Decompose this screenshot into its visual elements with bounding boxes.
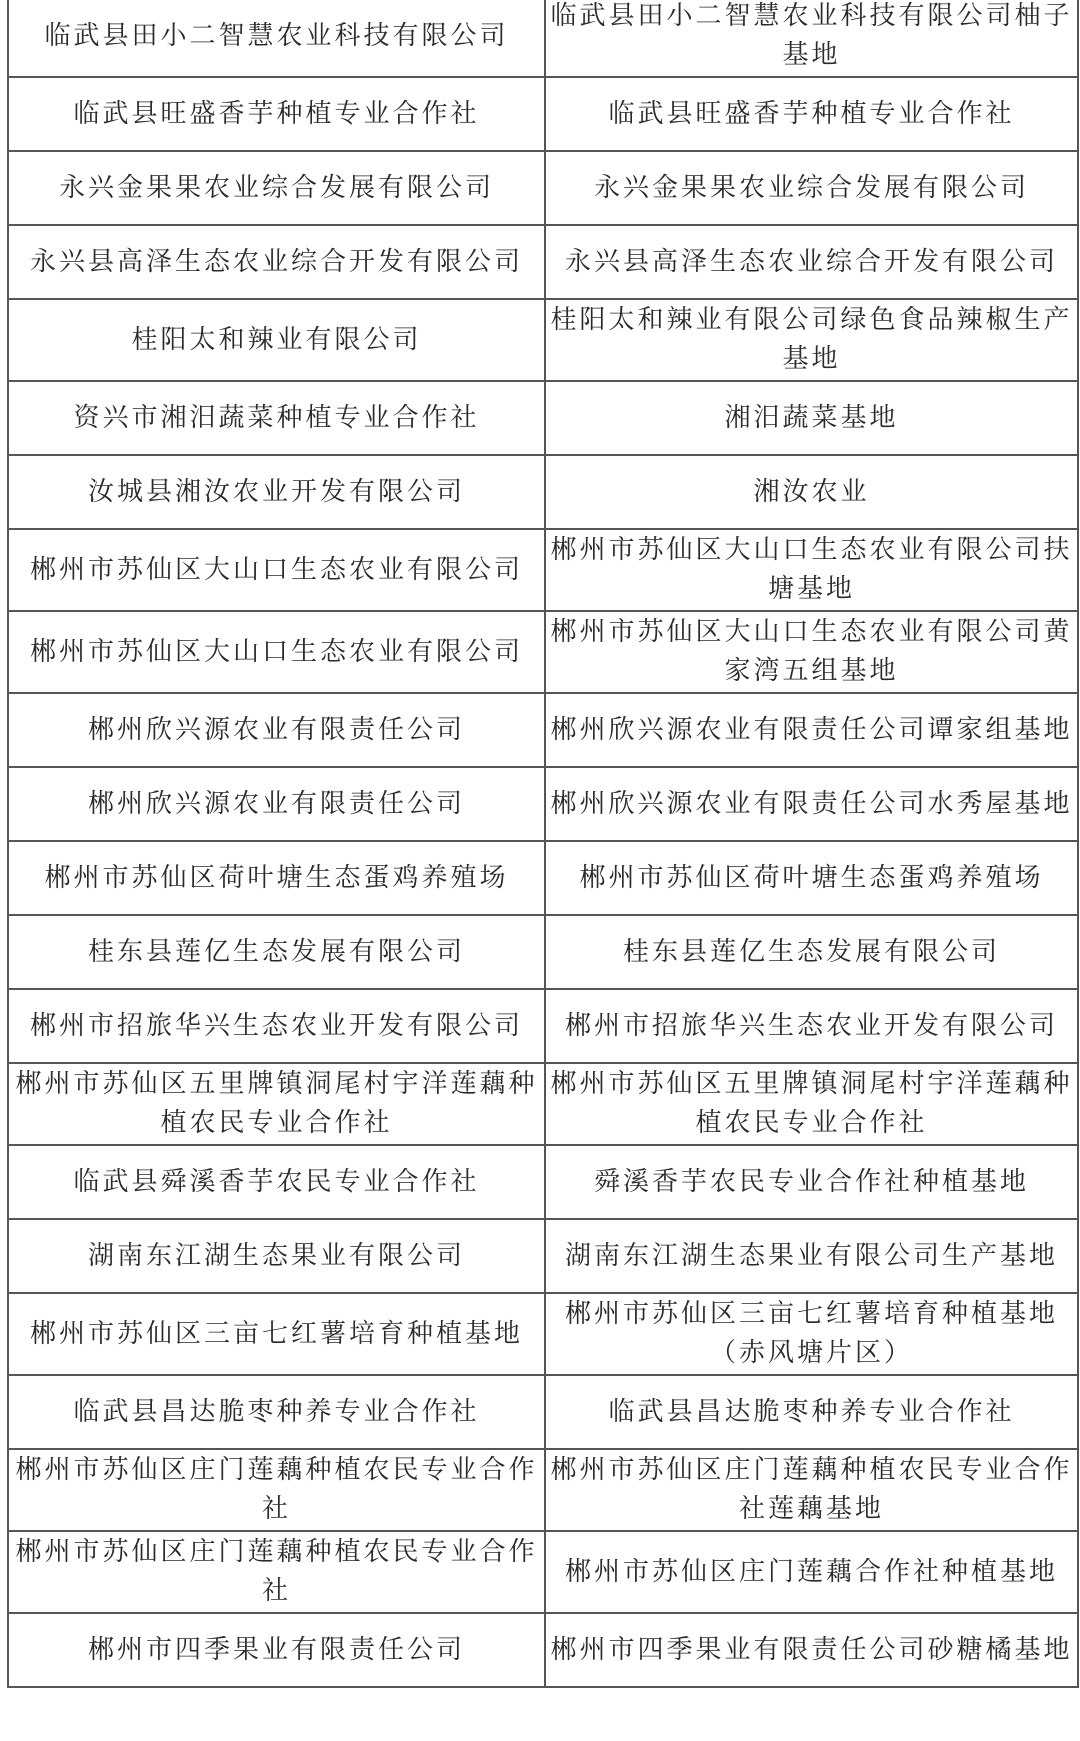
base-cell: 临武县昌达脆枣种养专业合作社 bbox=[545, 1375, 1078, 1449]
base-cell: 郴州欣兴源农业有限责任公司谭家组基地 bbox=[545, 693, 1078, 767]
base-cell: 永兴县高泽生态农业综合开发有限公司 bbox=[545, 225, 1078, 299]
enterprise-cell: 永兴金果果农业综合发展有限公司 bbox=[8, 151, 545, 225]
table-row bbox=[8, 1613, 1078, 1687]
enterprise-cell: 郴州欣兴源农业有限责任公司 bbox=[8, 767, 545, 841]
table-row bbox=[8, 1449, 1078, 1531]
enterprise-cell: 资兴市湘汨蔬菜种植专业合作社 bbox=[8, 381, 545, 455]
base-cell: 桂东县莲亿生态发展有限公司 bbox=[545, 915, 1078, 989]
enterprise-cell: 临武县舜溪香芋农民专业合作社 bbox=[8, 1145, 545, 1219]
table-row bbox=[8, 381, 1078, 455]
base-cell: 临武县旺盛香芋种植专业合作社 bbox=[545, 77, 1078, 151]
enterprise-cell: 郴州市苏仙区五里牌镇洞尾村宇洋莲藕种植农民专业合作社 bbox=[8, 1063, 545, 1145]
table-row bbox=[8, 151, 1078, 225]
base-cell: 郴州市苏仙区荷叶塘生态蛋鸡养殖场 bbox=[545, 841, 1078, 915]
table-row bbox=[8, 225, 1078, 299]
table-row bbox=[8, 455, 1078, 529]
table-row bbox=[8, 1293, 1078, 1375]
base-cell: 郴州市苏仙区庄门莲藕种植农民专业合作社莲藕基地 bbox=[545, 1449, 1078, 1531]
base-cell: 郴州市苏仙区三亩七红薯培育种植基地（赤风塘片区） bbox=[545, 1293, 1078, 1375]
table-row bbox=[8, 841, 1078, 915]
enterprise-cell: 湖南东江湖生态果业有限公司 bbox=[8, 1219, 545, 1293]
enterprise-cell: 临武县田小二智慧农业科技有限公司 bbox=[8, 0, 545, 77]
enterprise-cell: 郴州市苏仙区荷叶塘生态蛋鸡养殖场 bbox=[8, 841, 545, 915]
base-cell: 郴州市苏仙区五里牌镇洞尾村宇洋莲藕种植农民专业合作社 bbox=[545, 1063, 1078, 1145]
table-row bbox=[8, 1375, 1078, 1449]
base-cell: 郴州市苏仙区大山口生态农业有限公司黄家湾五组基地 bbox=[545, 611, 1078, 693]
base-cell: 郴州市苏仙区大山口生态农业有限公司扶塘基地 bbox=[545, 529, 1078, 611]
base-cell: 临武县田小二智慧农业科技有限公司柚子基地 bbox=[545, 0, 1078, 77]
table-row bbox=[8, 0, 1078, 77]
table-row bbox=[8, 1531, 1078, 1613]
base-cell: 舜溪香芋农民专业合作社种植基地 bbox=[545, 1145, 1078, 1219]
enterprise-cell: 郴州市苏仙区大山口生态农业有限公司 bbox=[8, 611, 545, 693]
enterprise-cell: 永兴县高泽生态农业综合开发有限公司 bbox=[8, 225, 545, 299]
base-cell: 湘汝农业 bbox=[545, 455, 1078, 529]
enterprise-cell: 郴州市苏仙区庄门莲藕种植农民专业合作社 bbox=[8, 1449, 545, 1531]
table-row bbox=[8, 989, 1078, 1063]
base-cell: 郴州欣兴源农业有限责任公司水秀屋基地 bbox=[545, 767, 1078, 841]
table-row bbox=[8, 1063, 1078, 1145]
table-row bbox=[8, 1219, 1078, 1293]
table-row bbox=[8, 529, 1078, 611]
enterprise-cell: 郴州市四季果业有限责任公司 bbox=[8, 1613, 545, 1687]
table-row bbox=[8, 299, 1078, 381]
base-cell: 湖南东江湖生态果业有限公司生产基地 bbox=[545, 1219, 1078, 1293]
enterprise-cell: 郴州市招旅华兴生态农业开发有限公司 bbox=[8, 989, 545, 1063]
enterprise-cell: 桂阳太和辣业有限公司 bbox=[8, 299, 545, 381]
enterprise-cell: 郴州市苏仙区大山口生态农业有限公司 bbox=[8, 529, 545, 611]
table-row bbox=[8, 915, 1078, 989]
base-cell: 郴州市招旅华兴生态农业开发有限公司 bbox=[545, 989, 1078, 1063]
enterprise-base-table bbox=[7, 0, 1079, 1688]
table-row bbox=[8, 693, 1078, 767]
table-row bbox=[8, 1145, 1078, 1219]
enterprise-cell: 临武县旺盛香芋种植专业合作社 bbox=[8, 77, 545, 151]
table-row bbox=[8, 611, 1078, 693]
base-cell: 郴州市四季果业有限责任公司砂糖橘基地 bbox=[545, 1613, 1078, 1687]
base-cell: 桂阳太和辣业有限公司绿色食品辣椒生产基地 bbox=[545, 299, 1078, 381]
base-cell: 郴州市苏仙区庄门莲藕合作社种植基地 bbox=[545, 1531, 1078, 1613]
enterprise-cell: 临武县昌达脆枣种养专业合作社 bbox=[8, 1375, 545, 1449]
enterprise-cell: 汝城县湘汝农业开发有限公司 bbox=[8, 455, 545, 529]
base-cell: 永兴金果果农业综合发展有限公司 bbox=[545, 151, 1078, 225]
enterprise-cell: 桂东县莲亿生态发展有限公司 bbox=[8, 915, 545, 989]
enterprise-cell: 郴州市苏仙区庄门莲藕种植农民专业合作社 bbox=[8, 1531, 545, 1613]
enterprise-cell: 郴州欣兴源农业有限责任公司 bbox=[8, 693, 545, 767]
enterprise-cell: 郴州市苏仙区三亩七红薯培育种植基地 bbox=[8, 1293, 545, 1375]
base-cell: 湘汨蔬菜基地 bbox=[545, 381, 1078, 455]
table-row bbox=[8, 77, 1078, 151]
table-row bbox=[8, 767, 1078, 841]
